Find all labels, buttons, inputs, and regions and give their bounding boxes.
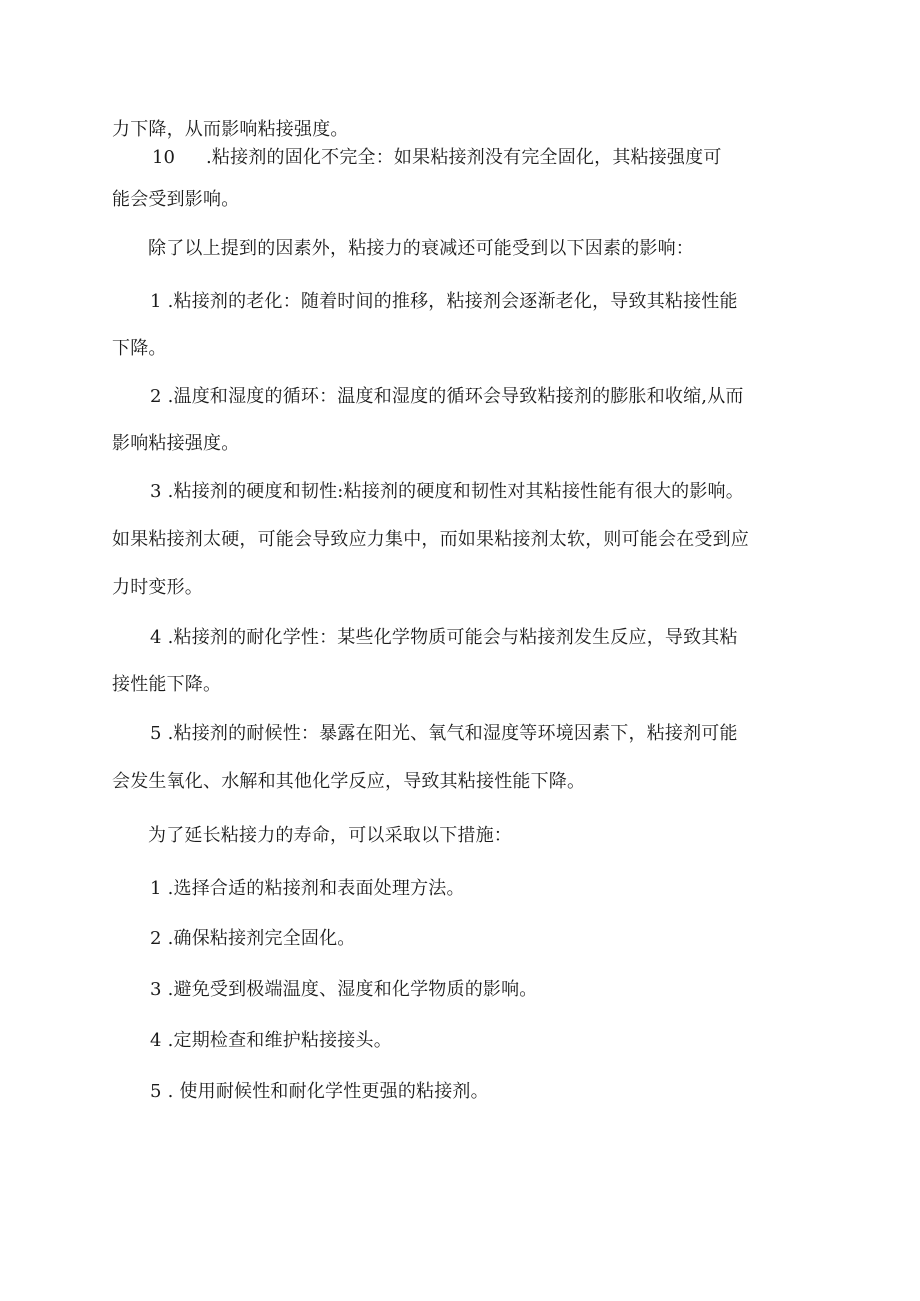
text-line: 1 .粘接剂的老化：随着时间的推移，粘接剂会逐渐老化，导致其粘接性能 — [150, 291, 738, 312]
text-line: 影响粘接强度。 — [112, 433, 240, 454]
text-line: 如果粘接剂太硬，可能会导致应力集中，而如果粘接剂太软，则可能会在受到应 — [112, 529, 749, 550]
text-line: 5 .粘接剂的耐候性：暴露在阳光、氧气和湿度等环境因素下，粘接剂可能 — [150, 723, 738, 744]
text-line: 3 .粘接剂的硬度和韧性:粘接剂的硬度和韧性对其粘接性能有很大的影响。 — [150, 481, 744, 502]
text-line: 为了延长粘接力的寿命，可以采取以下措施： — [148, 825, 512, 846]
text-line: 能会受到影响。 — [112, 189, 240, 210]
text-line: 3 .避免受到极端温度、湿度和化学物质的影响。 — [150, 979, 538, 1000]
text-line: 接性能下降。 — [112, 674, 222, 695]
item-number: 10 — [152, 147, 175, 168]
text-line: 4 .粘接剂的耐化学性：某些化学物质可能会与粘接剂发生反应，导致其粘 — [150, 627, 738, 648]
text-line: 力下降，从而影响粘接强度。 — [112, 119, 349, 140]
text-line: 除了以上提到的因素外，粘接力的衰减还可能受到以下因素的影响： — [148, 238, 694, 259]
text-line: 2 .温度和湿度的循环：温度和湿度的循环会导致粘接剂的膨胀和收缩,从而 — [150, 386, 744, 407]
text-line: 1 .选择合适的粘接剂和表面处理方法。 — [150, 878, 465, 899]
text-line: 力时变形。 — [112, 577, 203, 598]
text-line: 下降。 — [112, 338, 167, 359]
text-line: .粘接剂的固化不完全：如果粘接剂没有完全固化，其粘接强度可 — [206, 147, 722, 168]
text-line: 5 . 使用耐候性和耐化学性更强的粘接剂。 — [150, 1081, 489, 1102]
text-line: 4 .定期检查和维护粘接接头。 — [150, 1030, 392, 1051]
text-line: 2 .确保粘接剂完全固化。 — [150, 928, 356, 949]
text-line: 会发生氧化、水解和其他化学反应，导致其粘接性能下降。 — [112, 771, 586, 792]
